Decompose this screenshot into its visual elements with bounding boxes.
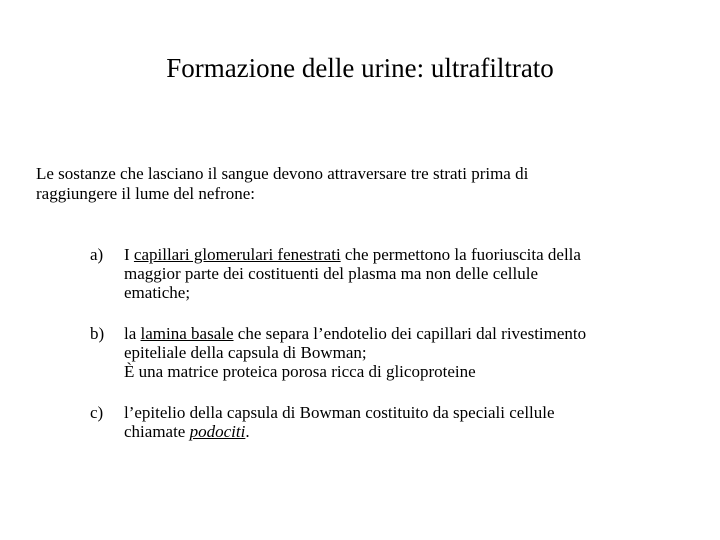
list-item-text [124,245,710,302]
item-line [124,245,710,264]
list-item-text [124,324,710,381]
list-marker: b) [90,324,105,343]
key-term: capillari glomerulari fenestrati [133,245,341,264]
key-term: podociti [189,422,246,441]
item-text: che permettono la fuoriuscita della [340,245,581,264]
list-item-text [124,403,710,441]
list-item-b [90,324,710,381]
key-term: lamina basale [140,324,234,343]
item-line [124,422,710,441]
item-line: È una matrice proteica porosa ricca di glicoproteine [124,362,476,381]
item-line [124,324,710,343]
intro-line: raggiungere il lume del nefrone: [36,184,256,203]
item-text: I [124,245,134,264]
list-marker: c) [90,403,104,422]
list-marker: a) [90,245,104,264]
item-text: la [124,324,141,343]
item-text: chiamate [124,422,190,441]
item-line: ematiche; [124,283,191,302]
item-line: epiteliale della capsula di Bowman; [124,343,367,362]
item-text: che separa l’endotelio dei capillari dal rivestimento [233,324,587,343]
item-text: . [245,422,250,441]
intro-paragraph [36,164,676,204]
item-line: maggior parte dei costituenti del plasma ma non delle cellule [124,264,539,283]
list-item-a [90,245,710,302]
list-item-c [90,403,710,441]
intro-line: Le sostanze che lasciano il sangue devono attraversare tre strati prima di [36,164,529,183]
item-line: l’epitelio della capsula di Bowman costituito da speciali cellule [124,403,555,422]
slide-title: Formazione delle urine: ultrafiltrato [166,53,554,83]
